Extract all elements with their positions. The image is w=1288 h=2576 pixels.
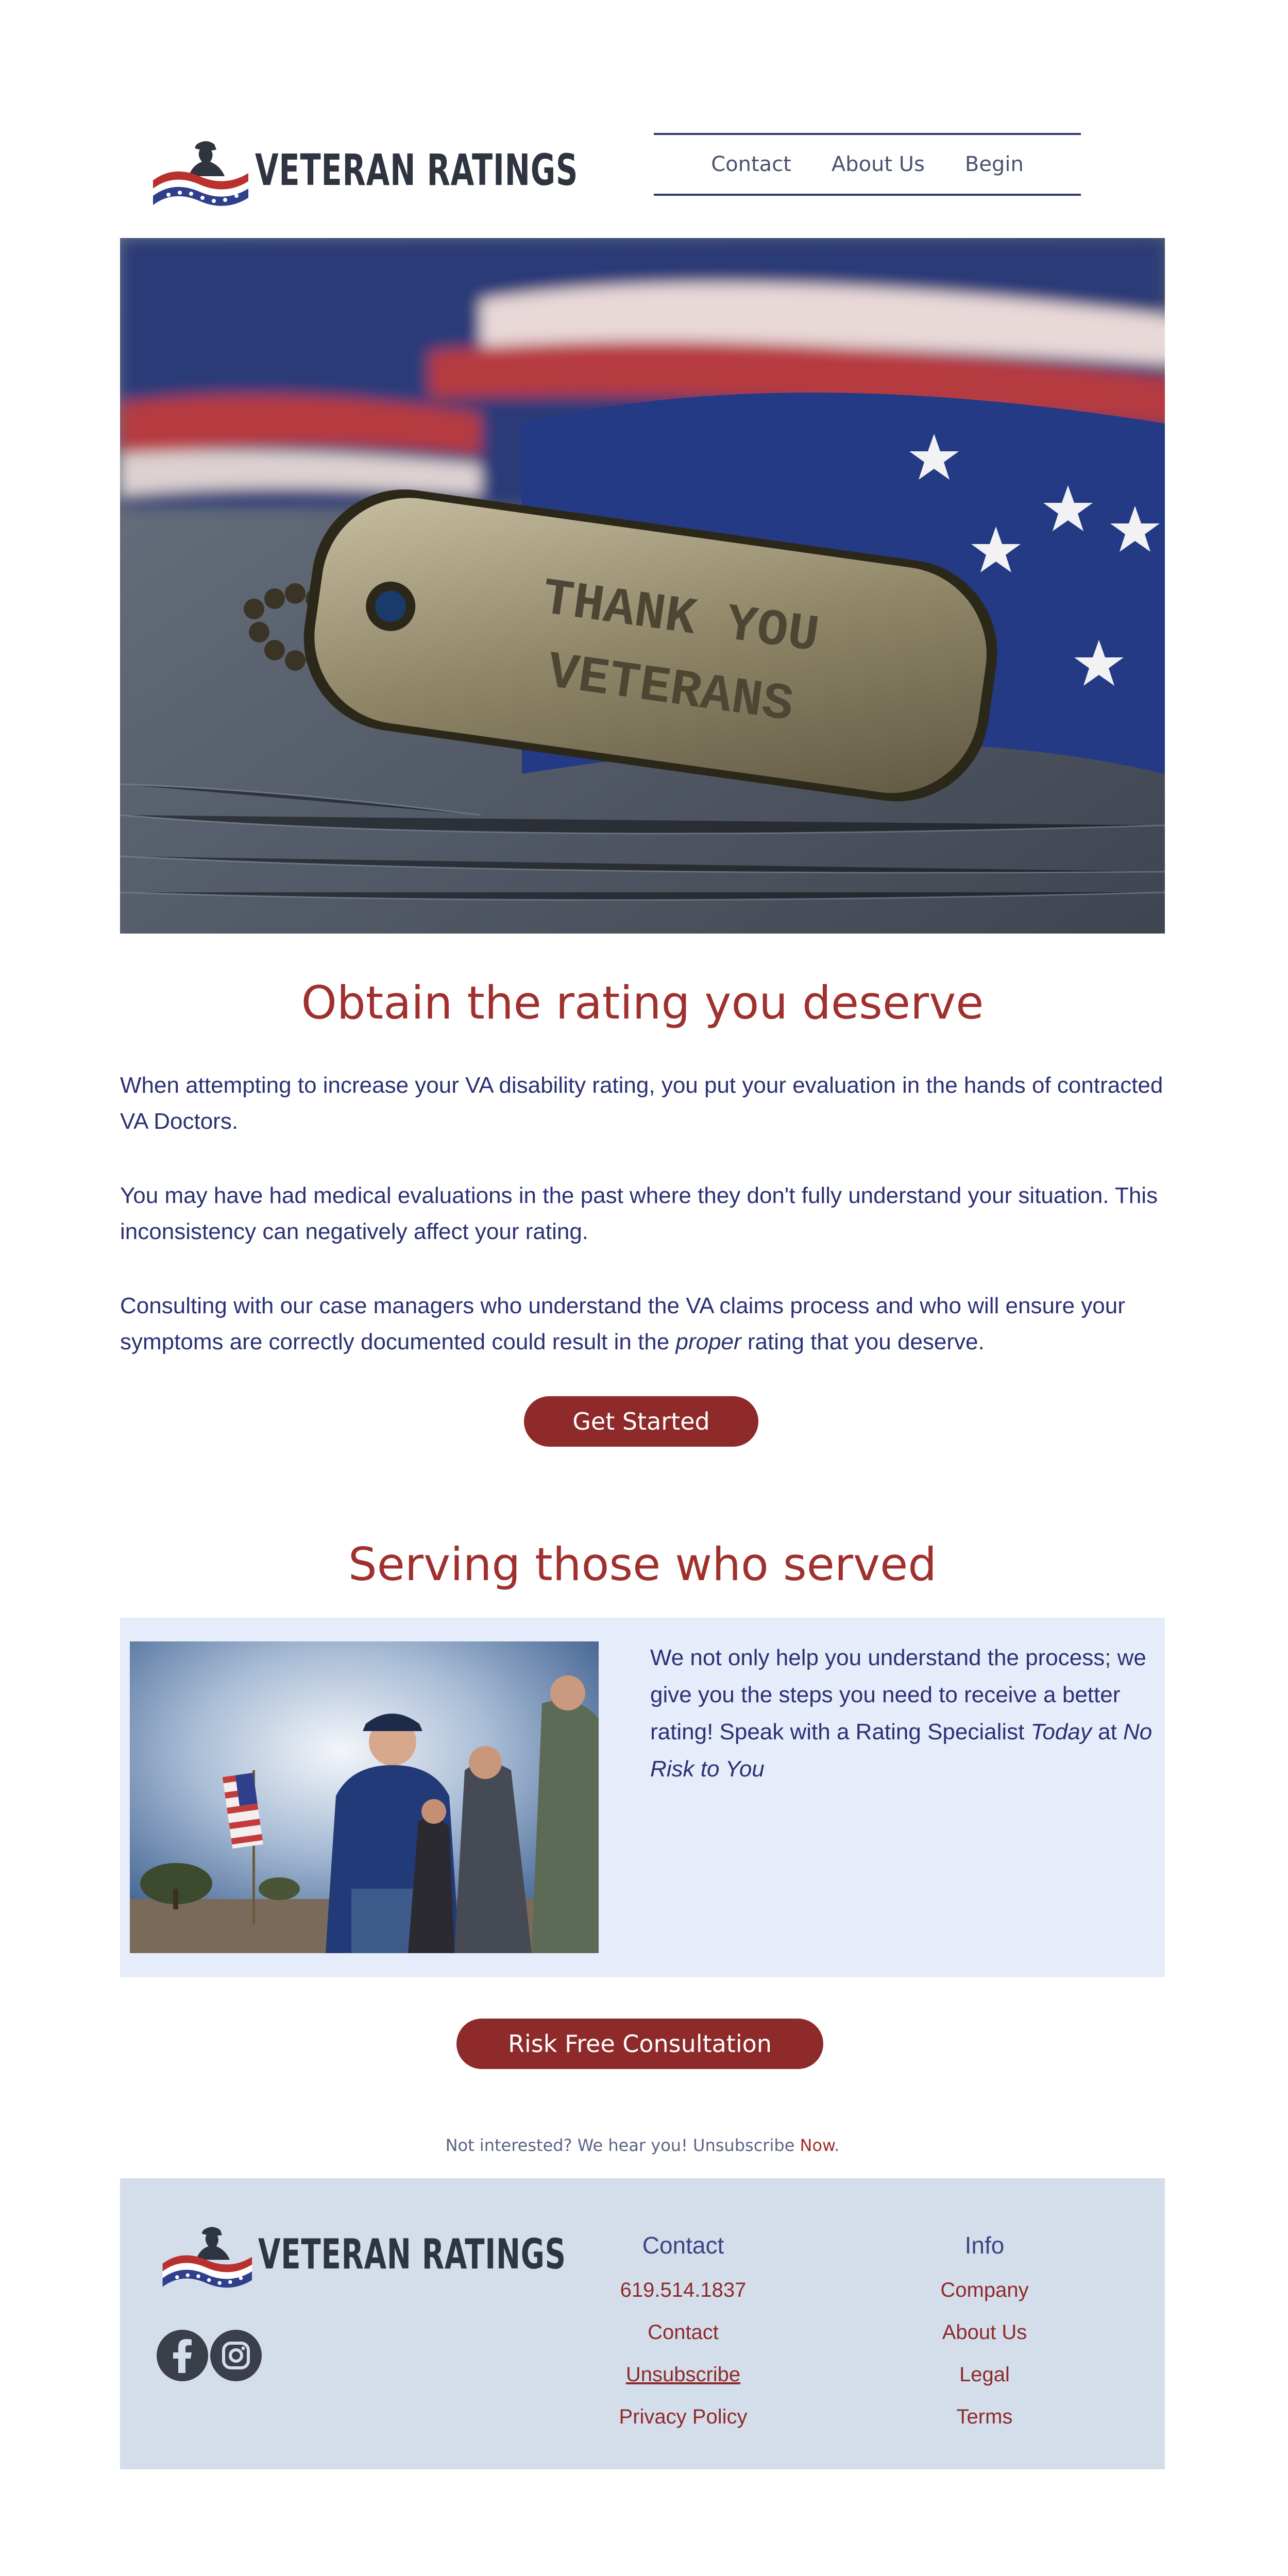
nav-contact-link[interactable]: Contact [711,152,791,176]
footer-brand-name: VETERAN RATINGS [258,2230,566,2278]
p3-text-end: rating that you deserve. [741,1329,985,1354]
dog-tag-photo [120,238,1165,934]
section1-paragraph-1: When attempting to increase your VA disability rating, you put your evaluation in the hands of contracted VA Doctors. [120,1073,1163,1134]
footer-privacy-policy-link[interactable]: Privacy Policy [619,2405,748,2428]
unsubscribe-note-end: . [834,2136,840,2155]
unsubscribe-note [120,2136,1165,2155]
footer-about-us-link[interactable]: About Us [942,2321,1027,2344]
section2-heading: Serving those who served [348,1538,937,1591]
p3-emphasis: proper [675,1329,741,1354]
serve-text-at: at [1091,1719,1124,1744]
header-logo[interactable] [148,129,669,211]
nav-about-link[interactable]: About Us [831,152,925,176]
footer-contact-title: Contact [642,2232,724,2259]
soldier-flag-logo-icon [148,129,251,211]
footer-info-column [882,2227,1088,2438]
facebook-icon[interactable] [157,2330,208,2381]
footer-contact-link[interactable]: Contact [648,2321,719,2344]
dog-tag-line-2: VETERANS [544,643,797,736]
soldier-flag-logo-icon [157,2215,255,2293]
risk-free-consultation-button[interactable]: Risk Free Consultation [456,2019,823,2069]
section1-paragraph-3 [120,1288,1166,1360]
veteran-with-flag-photo [130,1641,599,1953]
nav-begin-link[interactable]: Begin [964,152,1024,176]
footer-contact-column [580,2227,786,2438]
instagram-icon[interactable] [210,2330,262,2381]
veteran-photo-image [130,1641,599,1953]
unsubscribe-note-text: Not interested? We hear you! Unsubscribe [445,2136,800,2155]
footer-legal-link[interactable]: Legal [959,2363,1010,2386]
footer-logo[interactable] [157,2215,653,2293]
footer-unsubscribe-link[interactable]: Unsubscribe [625,2363,741,2386]
p3-text-start: Consulting with our case managers who understand the VA claims process and who will ensure your symptoms are correctly documented could result in the [120,1293,1125,1354]
footer-terms-link[interactable]: Terms [956,2405,1013,2428]
footer-phone-link[interactable]: 619.514.1837 [620,2279,747,2301]
hero-image [120,238,1165,934]
serve-text [650,1639,1155,1788]
footer-company-link[interactable]: Company [940,2279,1029,2301]
get-started-button[interactable]: Get Started [524,1396,758,1447]
top-nav [654,133,1081,196]
section1-heading: Obtain the rating you deserve [301,976,984,1029]
brand-name: VETERAN RATINGS [255,145,579,195]
unsubscribe-now-link[interactable]: Now [800,2136,835,2155]
serve-text-start: We not only help you understand the process; we give you the steps you need to receive a better rating! Speak with a Rating Specialist [650,1645,1146,1744]
serve-text-today: Today [1030,1719,1092,1744]
footer-info-title: Info [964,2232,1005,2259]
section1-paragraph-2: You may have had medical evaluations in the past where they don't fully understand your situation. This inconsistency can negatively affect your rating. [120,1183,1158,1244]
dog-tag-line-1: THANK YOU [538,570,822,667]
serve-text-no-risk: No Risk to You [650,1719,1153,1782]
